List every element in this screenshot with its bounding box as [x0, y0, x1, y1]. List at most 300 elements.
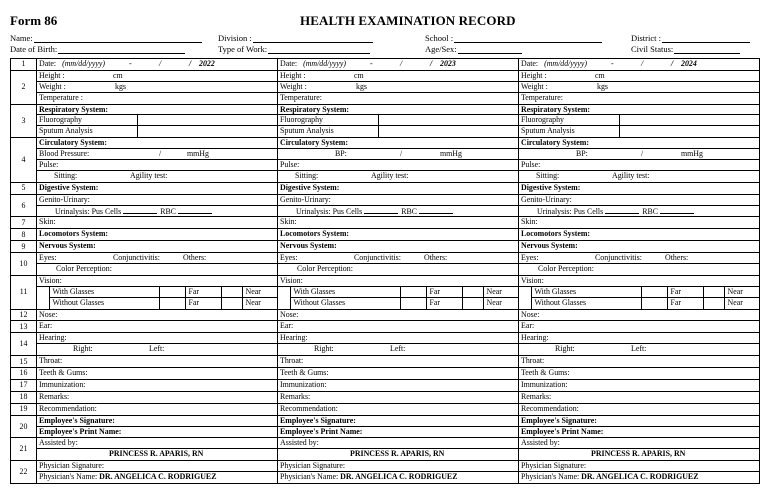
hearing-label: Hearing:	[280, 333, 308, 343]
row-number: 19	[11, 403, 37, 415]
left-label: Left:	[390, 344, 406, 354]
pulse-label: Pulse:	[39, 160, 59, 170]
nervous-field[interactable]	[519, 241, 759, 252]
sitting-field[interactable]	[37, 171, 277, 182]
height-field[interactable]	[519, 71, 759, 82]
others-label: Others:	[424, 253, 448, 263]
hearing-heading	[519, 333, 759, 344]
mmhg-unit: mmHg	[440, 149, 462, 159]
weight-label: Weight :	[39, 81, 66, 91]
date-format: (mm/dd/yyyy)	[303, 59, 347, 68]
physician-signature-field[interactable]	[37, 461, 277, 472]
near-label: Near	[483, 287, 519, 298]
date-year: 2024	[681, 59, 697, 68]
exam-column-cell	[519, 403, 760, 415]
genito-field[interactable]	[37, 195, 277, 206]
circulatory-label: Circulatory System:	[280, 138, 349, 148]
exam-date-field[interactable]	[37, 59, 277, 70]
urinalysis-label: Urinalysis: Pus Cells	[296, 206, 363, 216]
vision-table	[37, 287, 278, 309]
record-row	[11, 368, 760, 380]
bp-slash: /	[159, 149, 162, 159]
skin-field[interactable]	[37, 217, 277, 228]
row-number: 1	[11, 59, 37, 71]
exam-column-cell	[278, 461, 519, 484]
row-number: 21	[11, 438, 37, 461]
exam-date-field[interactable]	[278, 59, 518, 70]
with-glasses-label: With Glasses	[531, 287, 641, 298]
assisted-by-heading	[37, 438, 277, 449]
exam-column-cell	[519, 356, 760, 368]
exam-column-cell	[278, 309, 519, 321]
fluorography-field[interactable]	[278, 115, 518, 126]
exam-column-cell	[37, 59, 278, 71]
digestive-field[interactable]	[37, 183, 277, 194]
employee-signature-label: Employee's Signature:	[39, 415, 115, 425]
row-number: 3	[11, 104, 37, 138]
immunization-field[interactable]	[278, 380, 518, 391]
height-label: Height :	[39, 70, 65, 80]
record-row	[11, 415, 760, 438]
temperature-label: Temperature :	[39, 92, 83, 102]
physician-name: DR. ANGELICA C. RODRIGUEZ	[581, 472, 699, 482]
vision-label: Vision:	[521, 275, 544, 285]
date-dash: -	[370, 59, 373, 68]
physician-signature-field[interactable]	[519, 461, 759, 472]
ear-field[interactable]	[37, 321, 277, 332]
exam-column-cell	[37, 138, 278, 183]
throat-field[interactable]	[37, 356, 277, 367]
exam-column-cell	[519, 217, 760, 229]
without-glasses-label: Without Glasses	[290, 298, 400, 309]
assisted-by-label: Assisted by:	[280, 438, 319, 448]
pulse-field[interactable]	[37, 160, 277, 171]
exam-column-cell	[278, 333, 519, 356]
record-row	[11, 138, 760, 183]
employee-print-name-label: Employee's Print Name:	[280, 426, 363, 436]
exam-column-cell	[519, 438, 760, 461]
exam-column-cell	[278, 59, 519, 71]
division-label: Division :	[218, 33, 252, 43]
recommendation-label: Recommendation:	[280, 403, 338, 413]
district-field[interactable]	[631, 34, 750, 43]
without-glasses-label: Without Glasses	[49, 298, 159, 309]
conjunctivitis-label: Conjunctivitis:	[354, 253, 401, 263]
exam-column-cell	[278, 253, 519, 276]
row-number: 10	[11, 253, 37, 276]
health-record-table	[10, 58, 760, 484]
left-label: Left:	[149, 344, 165, 354]
respiratory-heading	[37, 105, 277, 116]
sitting-label: Sitting:	[295, 170, 319, 180]
nervous-label: Nervous System:	[280, 241, 337, 251]
nervous-field[interactable]	[278, 241, 518, 252]
locomotor-label: Locomotors System:	[521, 229, 591, 239]
exam-column-cell	[37, 309, 278, 321]
fluorography-label: Fluorography	[280, 115, 323, 125]
recommendation-field[interactable]	[37, 404, 277, 415]
agility-label: Agility test:	[612, 170, 650, 180]
color-perception-label: Color Perception:	[297, 264, 353, 274]
without-glasses-label: Without Glasses	[531, 298, 641, 309]
exam-column-cell	[37, 356, 278, 368]
employee-signature-field[interactable]	[37, 416, 277, 427]
genito-field[interactable]	[278, 195, 518, 206]
school-field[interactable]	[425, 34, 602, 43]
exam-column-cell	[519, 415, 760, 438]
exam-column-cell	[519, 379, 760, 391]
recommendation-label: Recommendation:	[521, 403, 579, 413]
record-row	[11, 59, 760, 71]
employee-signature-label: Employee's Signature:	[521, 415, 597, 425]
mmhg-unit: mmHg	[187, 149, 209, 159]
hearing-field[interactable]	[519, 344, 759, 355]
exam-column-cell	[278, 70, 519, 104]
row-number: 7	[11, 217, 37, 229]
eyes-label: Eyes:	[39, 253, 57, 263]
mmhg-unit: mmHg	[681, 149, 703, 159]
physician-signature-field[interactable]	[278, 461, 518, 472]
date-slash-1: /	[159, 59, 162, 68]
exam-column-cell	[37, 379, 278, 391]
record-row	[11, 229, 760, 241]
temperature-field[interactable]	[37, 93, 277, 104]
row-number: 13	[11, 321, 37, 333]
exam-column-cell	[519, 275, 760, 309]
employee-print-name-field[interactable]	[37, 427, 277, 438]
color-perception-field[interactable]	[37, 264, 277, 275]
bp-label: Blood Pressure:	[39, 149, 90, 159]
genito-field[interactable]	[519, 195, 759, 206]
far-label: Far	[667, 287, 703, 298]
exam-column-cell	[519, 138, 760, 183]
others-label: Others:	[665, 253, 689, 263]
exam-column-cell	[278, 138, 519, 183]
far-label: Far	[185, 287, 221, 298]
row-number: 15	[11, 356, 37, 368]
remarks-label: Remarks:	[521, 391, 552, 401]
district-label: District :	[631, 33, 661, 43]
weight-field[interactable]	[37, 82, 277, 93]
genito-label: Genito-Urinary:	[39, 194, 90, 204]
date-year: 2022	[199, 59, 215, 68]
far-label: Far	[426, 298, 462, 309]
blood-pressure-field[interactable]	[519, 149, 759, 160]
physician-name-label: Physician's Name:	[521, 472, 580, 482]
conjunctivitis-label: Conjunctivitis:	[595, 253, 642, 263]
date-slash-2: /	[189, 59, 192, 68]
exam-column-cell	[519, 321, 760, 333]
sitting-label: Sitting:	[536, 170, 560, 180]
exam-column-cell	[519, 104, 760, 138]
urinalysis-field[interactable]	[519, 206, 759, 217]
weight-field[interactable]	[278, 82, 518, 93]
physician-signature-label: Physician Signature:	[280, 461, 346, 471]
assistant-name: PRINCESS R. APARIS, RN	[109, 449, 204, 459]
skin-field[interactable]	[519, 217, 759, 228]
exam-column-cell	[519, 59, 760, 71]
exam-column-cell	[278, 438, 519, 461]
date-slash-1: /	[641, 59, 644, 68]
employee-signature-field[interactable]	[278, 416, 518, 427]
respiratory-label: Respiratory System:	[521, 104, 591, 114]
color-perception-label: Color Perception:	[56, 264, 112, 274]
fluorography-field[interactable]	[37, 115, 277, 126]
physician-name-label: Physician's Name:	[280, 472, 339, 482]
agesex-field[interactable]	[425, 45, 522, 54]
date-slash-2: /	[671, 59, 674, 68]
vision-table	[519, 287, 760, 309]
exam-column-cell	[519, 182, 760, 194]
rbc-label: RBC	[401, 206, 417, 216]
locomotor-label: Locomotors System:	[280, 229, 350, 239]
color-perception-field[interactable]	[519, 264, 759, 275]
exam-column-cell	[519, 391, 760, 403]
exam-column-cell	[37, 241, 278, 253]
temperature-field[interactable]	[278, 93, 518, 104]
record-row	[11, 217, 760, 229]
recommendation-field[interactable]	[278, 404, 518, 415]
dob-label: Date of Birth:	[10, 44, 58, 54]
weight-field[interactable]	[519, 82, 759, 93]
digestive-field[interactable]	[519, 183, 759, 194]
nose-field[interactable]	[37, 310, 277, 321]
teeth-field[interactable]	[278, 368, 518, 379]
date-format: (mm/dd/yyyy)	[62, 59, 106, 68]
sputum-field[interactable]	[519, 126, 759, 137]
remarks-field[interactable]	[519, 392, 759, 403]
school-label: School :	[425, 33, 454, 43]
respiratory-label: Respiratory System:	[280, 104, 350, 114]
cm-unit: cm	[354, 70, 364, 80]
sputum-label: Sputum Analysis	[39, 126, 93, 136]
division-field[interactable]	[218, 34, 373, 43]
sitting-field[interactable]	[519, 171, 759, 182]
exam-column-cell	[37, 229, 278, 241]
record-row	[11, 391, 760, 403]
employee-signature-field[interactable]	[519, 416, 759, 427]
eyes-field[interactable]	[519, 253, 759, 264]
vision-table	[278, 287, 519, 309]
exam-column-cell	[519, 333, 760, 356]
row-number: 4	[11, 138, 37, 183]
right-label: Right:	[555, 344, 575, 354]
ear-field[interactable]	[519, 321, 759, 332]
exam-column-cell	[37, 333, 278, 356]
nose-label: Nose:	[39, 309, 58, 319]
far-label: Far	[667, 298, 703, 309]
locomotor-field[interactable]	[37, 229, 277, 240]
ear-field[interactable]	[278, 321, 518, 332]
record-row	[11, 70, 760, 104]
height-label: Height :	[280, 70, 306, 80]
exam-column-cell	[278, 229, 519, 241]
bp-label: BP:	[335, 149, 347, 159]
digestive-label: Digestive System:	[39, 182, 99, 192]
date-label: Date:	[39, 59, 57, 68]
date-slash-2: /	[430, 59, 433, 68]
exam-column-cell	[37, 194, 278, 217]
form-number: Form 86	[10, 13, 58, 28]
digestive-field[interactable]	[278, 183, 518, 194]
blood-pressure-field[interactable]	[37, 149, 277, 160]
exam-column-cell	[519, 309, 760, 321]
pulse-field[interactable]	[519, 160, 759, 171]
hearing-field[interactable]	[37, 344, 277, 355]
teeth-field[interactable]	[519, 368, 759, 379]
sitting-field[interactable]	[278, 171, 518, 182]
others-label: Others:	[183, 253, 207, 263]
teeth-label: Teeth & Gums:	[521, 368, 570, 378]
date-slash-1: /	[400, 59, 403, 68]
row-number: 16	[11, 368, 37, 380]
exam-column-cell	[278, 368, 519, 380]
fluorography-label: Fluorography	[39, 115, 82, 125]
work-field[interactable]	[218, 45, 370, 54]
kgs-unit: kgs	[356, 81, 367, 91]
eyes-field[interactable]	[37, 253, 277, 264]
throat-field[interactable]	[278, 356, 518, 367]
recommendation-field[interactable]	[519, 404, 759, 415]
fluorography-field[interactable]	[519, 115, 759, 126]
immunization-field[interactable]	[519, 380, 759, 391]
civil-label: Civil Status:	[631, 44, 674, 54]
agility-label: Agility test:	[371, 170, 409, 180]
exam-column-cell	[278, 241, 519, 253]
remarks-label: Remarks:	[39, 391, 70, 401]
color-perception-field[interactable]	[278, 264, 518, 275]
record-row	[11, 104, 760, 138]
skin-field[interactable]	[278, 217, 518, 228]
record-row	[11, 182, 760, 194]
row-number: 2	[11, 70, 37, 104]
temperature-field[interactable]	[519, 93, 759, 104]
physician-signature-label: Physician Signature:	[521, 461, 587, 471]
exam-column-cell	[37, 321, 278, 333]
left-label: Left:	[631, 344, 647, 354]
kgs-unit: kgs	[597, 81, 608, 91]
eyes-field[interactable]	[278, 253, 518, 264]
fluorography-label: Fluorography	[521, 115, 564, 125]
assisted-by-label: Assisted by:	[39, 438, 78, 448]
throat-label: Throat:	[39, 356, 63, 366]
immunization-field[interactable]	[37, 380, 277, 391]
exam-column-cell	[519, 368, 760, 380]
circulatory-heading	[37, 138, 277, 149]
rbc-label: RBC	[642, 206, 658, 216]
employee-signature-label: Employee's Signature:	[280, 415, 356, 425]
row-number: 11	[11, 275, 37, 309]
remarks-field[interactable]	[37, 392, 277, 403]
exam-column-cell	[37, 70, 278, 104]
nervous-field[interactable]	[37, 241, 277, 252]
respiratory-heading	[278, 105, 518, 116]
sputum-field[interactable]	[37, 126, 277, 137]
exam-column-cell	[37, 182, 278, 194]
pulse-label: Pulse:	[521, 160, 541, 170]
urinalysis-field[interactable]	[278, 206, 518, 217]
hearing-field[interactable]	[278, 344, 518, 355]
exam-column-cell	[278, 194, 519, 217]
exam-column-cell	[278, 321, 519, 333]
nose-label: Nose:	[280, 309, 299, 319]
vision-heading	[519, 276, 759, 287]
blood-pressure-field[interactable]	[278, 149, 518, 160]
cm-unit: cm	[595, 70, 605, 80]
immunization-label: Immunization:	[280, 379, 327, 389]
hearing-heading	[278, 333, 518, 344]
record-row	[11, 275, 760, 309]
dob-field[interactable]	[10, 45, 185, 54]
physician-name-field	[37, 472, 277, 483]
exam-column-cell	[37, 104, 278, 138]
exam-column-cell	[278, 415, 519, 438]
locomotor-field[interactable]	[519, 229, 759, 240]
skin-label: Skin:	[521, 217, 538, 227]
hearing-heading	[37, 333, 277, 344]
civil-status-field[interactable]	[631, 45, 740, 54]
immunization-label: Immunization:	[521, 379, 568, 389]
vision-label: Vision:	[39, 275, 62, 285]
hearing-label: Hearing:	[39, 333, 67, 343]
height-field[interactable]	[37, 71, 277, 82]
row-number: 8	[11, 229, 37, 241]
assisted-by-heading	[278, 438, 518, 449]
locomotor-field[interactable]	[278, 229, 518, 240]
date-format: (mm/dd/yyyy)	[544, 59, 588, 68]
employee-print-name-label: Employee's Print Name:	[39, 426, 122, 436]
ear-label: Ear:	[521, 321, 535, 331]
throat-field[interactable]	[519, 356, 759, 367]
exam-column-cell	[278, 379, 519, 391]
record-row	[11, 333, 760, 356]
teeth-label: Teeth & Gums:	[39, 368, 88, 378]
name-field[interactable]	[10, 34, 202, 43]
temperature-label: Temperature:	[521, 92, 563, 102]
record-row	[11, 461, 760, 484]
circulatory-label: Circulatory System:	[39, 138, 108, 148]
teeth-field[interactable]	[37, 368, 277, 379]
weight-label: Weight :	[280, 81, 307, 91]
date-dash: -	[611, 59, 614, 68]
remarks-field[interactable]	[278, 392, 518, 403]
nose-field[interactable]	[278, 310, 518, 321]
with-glasses-label: With Glasses	[290, 287, 400, 298]
vision-label: Vision:	[280, 275, 303, 285]
urinalysis-field[interactable]	[37, 206, 277, 217]
record-row	[11, 321, 760, 333]
record-row	[11, 253, 760, 276]
urinalysis-label: Urinalysis: Pus Cells	[55, 206, 122, 216]
nose-field[interactable]	[519, 310, 759, 321]
height-field[interactable]	[278, 71, 518, 82]
remarks-label: Remarks:	[280, 391, 311, 401]
row-number: 22	[11, 461, 37, 484]
employee-print-name-field[interactable]	[519, 427, 759, 438]
sputum-field[interactable]	[278, 126, 518, 137]
exam-date-field[interactable]	[519, 59, 759, 70]
pulse-field[interactable]	[278, 160, 518, 171]
record-row	[11, 379, 760, 391]
nervous-label: Nervous System:	[39, 241, 96, 251]
exam-column-cell	[37, 461, 278, 484]
throat-label: Throat:	[521, 356, 545, 366]
near-label: Near	[242, 287, 278, 298]
employee-print-name-field[interactable]	[278, 427, 518, 438]
work-label: Type of Work:	[218, 44, 268, 54]
row-number: 6	[11, 194, 37, 217]
kgs-unit: kgs	[115, 81, 126, 91]
